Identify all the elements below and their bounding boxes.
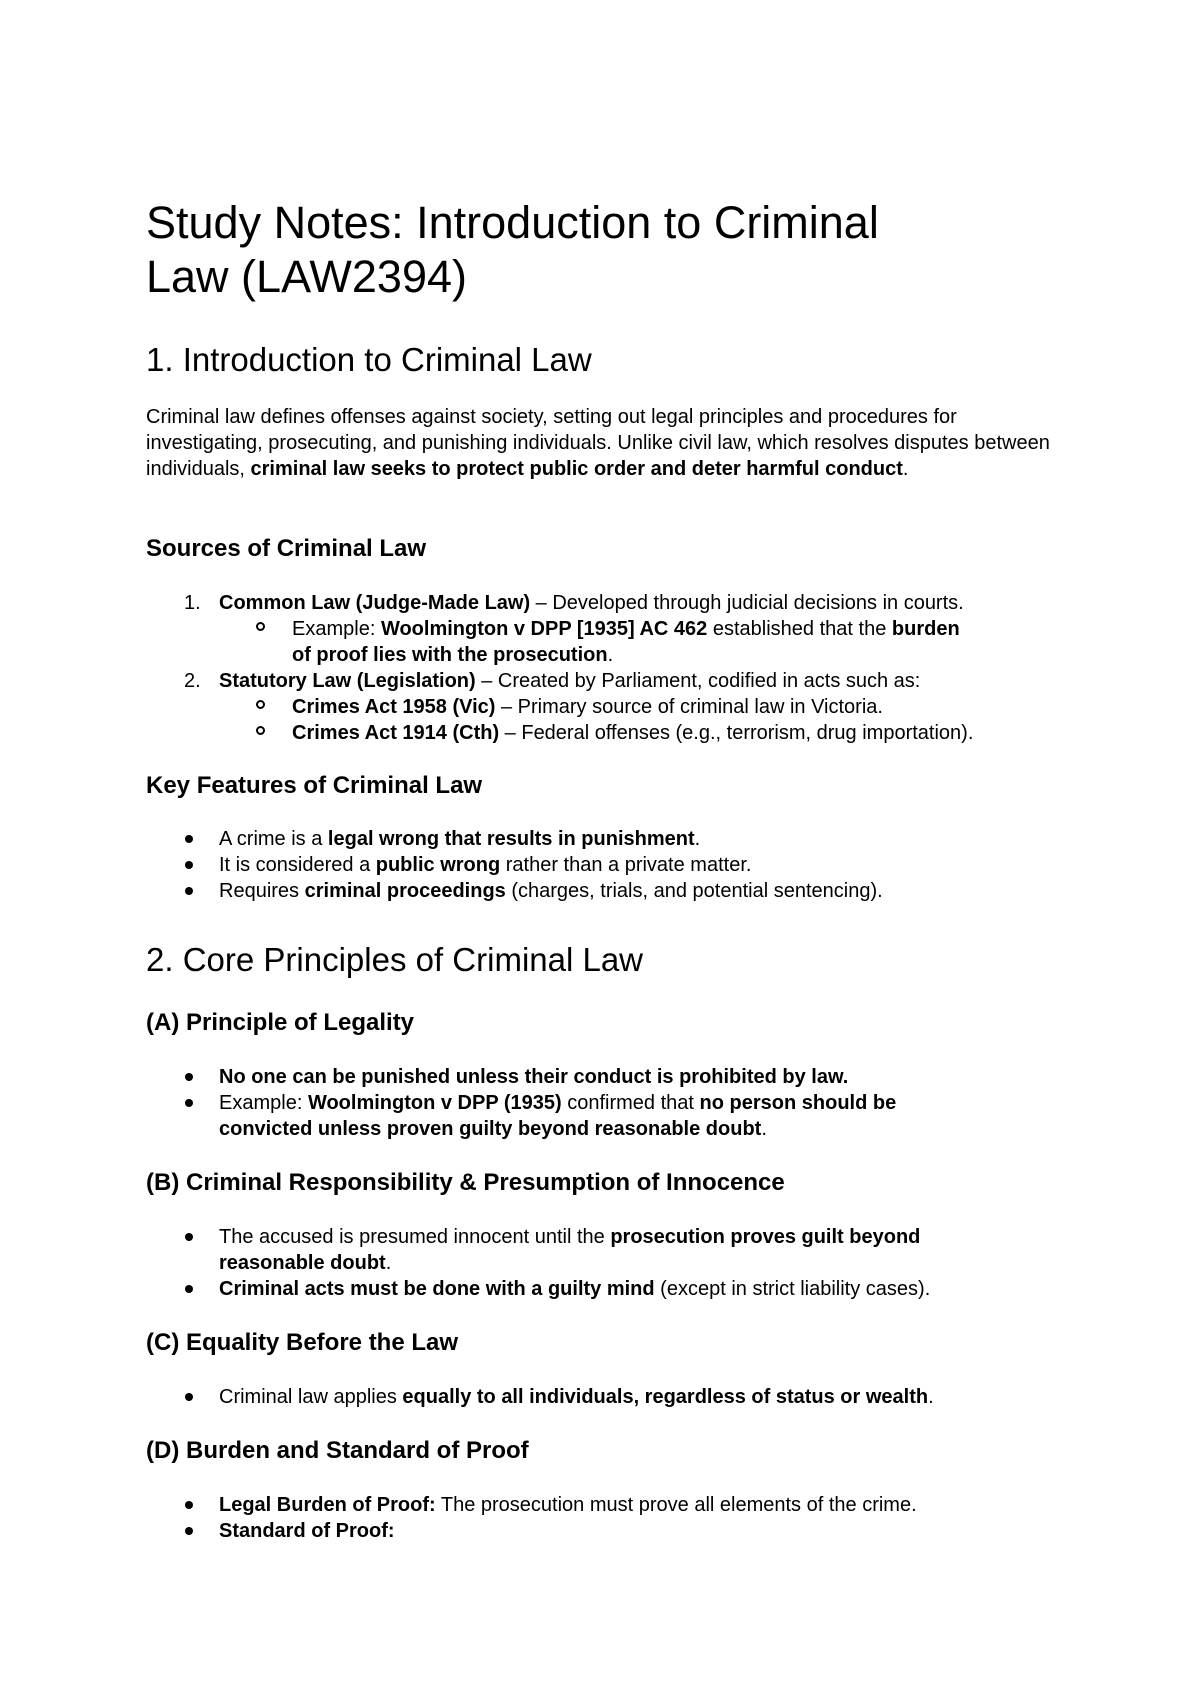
title-line-2: Law (LAW2394)	[146, 251, 467, 302]
legality-heading: (A) Principle of Legality	[146, 1009, 415, 1036]
bullet-icon	[185, 1501, 193, 1509]
document-title	[146, 196, 879, 304]
legality-example-cont: convicted unless proven guilty beyond reasonable doubt.	[219, 1118, 767, 1140]
legality-example: Example: Woolmington v DPP (1935) confirmed that no person should be	[219, 1092, 897, 1114]
hollow-bullet-icon	[256, 726, 265, 735]
equality-heading: (C) Equality Before the Law	[146, 1329, 459, 1356]
burden-heading: (D) Burden and Standard of Proof	[146, 1437, 529, 1464]
feature-item: Requires criminal proceedings (charges, trials, and potential sentencing).	[219, 880, 883, 902]
key-features-heading: Key Features of Criminal Law	[146, 772, 483, 799]
burden-item: Legal Burden of Proof: The prosecution must prove all elements of the crime.	[219, 1494, 917, 1516]
sources-sub-crimes-act-cth: Crimes Act 1914 (Cth) – Federal offenses (e.g., terrorism, drug importation).	[292, 722, 974, 744]
sources-sub-crimes-act-vic: Crimes Act 1958 (Vic) – Primary source of criminal law in Victoria.	[292, 696, 883, 718]
feature-item: It is considered a public wrong rather than a private matter.	[219, 854, 752, 876]
bullet-icon	[185, 861, 193, 869]
section-1-heading: 1. Introduction to Criminal Law	[146, 341, 592, 378]
intro-paragraph: Criminal law defines offenses against society, setting out legal principles and procedures for investigating, prosecuting, and punishing individuals. Unlike civil law, which resolves disputes between individuals, criminal law seeks to protect public order and deter harmful conduct.	[146, 406, 1050, 480]
responsibility-item: Criminal acts must be done with a guilty mind (except in strict liability cases).	[219, 1278, 931, 1300]
responsibility-item: The accused is presumed innocent until the prosecution proves guilt beyond	[219, 1226, 921, 1248]
sources-item-statutory-law: Statutory Law (Legislation) – Created by Parliament, codified in acts such as:	[219, 670, 921, 692]
section-2-heading: 2. Core Principles of Criminal Law	[146, 941, 644, 978]
bullet-icon	[185, 1073, 193, 1081]
sources-item-common-law: Common Law (Judge-Made Law) – Developed through judicial decisions in courts.	[219, 592, 964, 614]
bullet-icon	[185, 1393, 193, 1401]
bullet-icon	[185, 1527, 193, 1535]
intro-emphasis: criminal law seeks to protect public order and deter harmful conduct	[250, 458, 903, 480]
title-line-1: Study Notes: Introduction to Criminal	[146, 197, 879, 248]
legality-item: No one can be punished unless their conduct is prohibited by law.	[219, 1066, 849, 1088]
sources-sub-example: Example: Woolmington v DPP [1935] AC 462 established that the burden	[292, 618, 960, 640]
sources-heading: Sources of Criminal Law	[146, 535, 427, 562]
bullet-icon	[185, 887, 193, 895]
list-number: 1.	[184, 592, 201, 614]
feature-item: A crime is a legal wrong that results in punishment.	[219, 828, 701, 850]
responsibility-heading: (B) Criminal Responsibility & Presumption of Innocence	[146, 1169, 785, 1196]
list-number: 2.	[184, 670, 201, 692]
hollow-bullet-icon	[256, 700, 265, 709]
hollow-bullet-icon	[256, 622, 265, 631]
sources-sub-example-cont: of proof lies with the prosecution.	[292, 644, 614, 666]
equality-item: Criminal law applies equally to all individuals, regardless of status or wealth.	[219, 1386, 934, 1408]
standard-of-proof-item: Standard of Proof:	[219, 1520, 395, 1542]
bullet-icon	[185, 1233, 193, 1241]
bullet-icon	[185, 1285, 193, 1293]
bullet-icon	[185, 1099, 193, 1107]
responsibility-item-cont: reasonable doubt.	[219, 1252, 392, 1274]
bullet-icon	[185, 835, 193, 843]
